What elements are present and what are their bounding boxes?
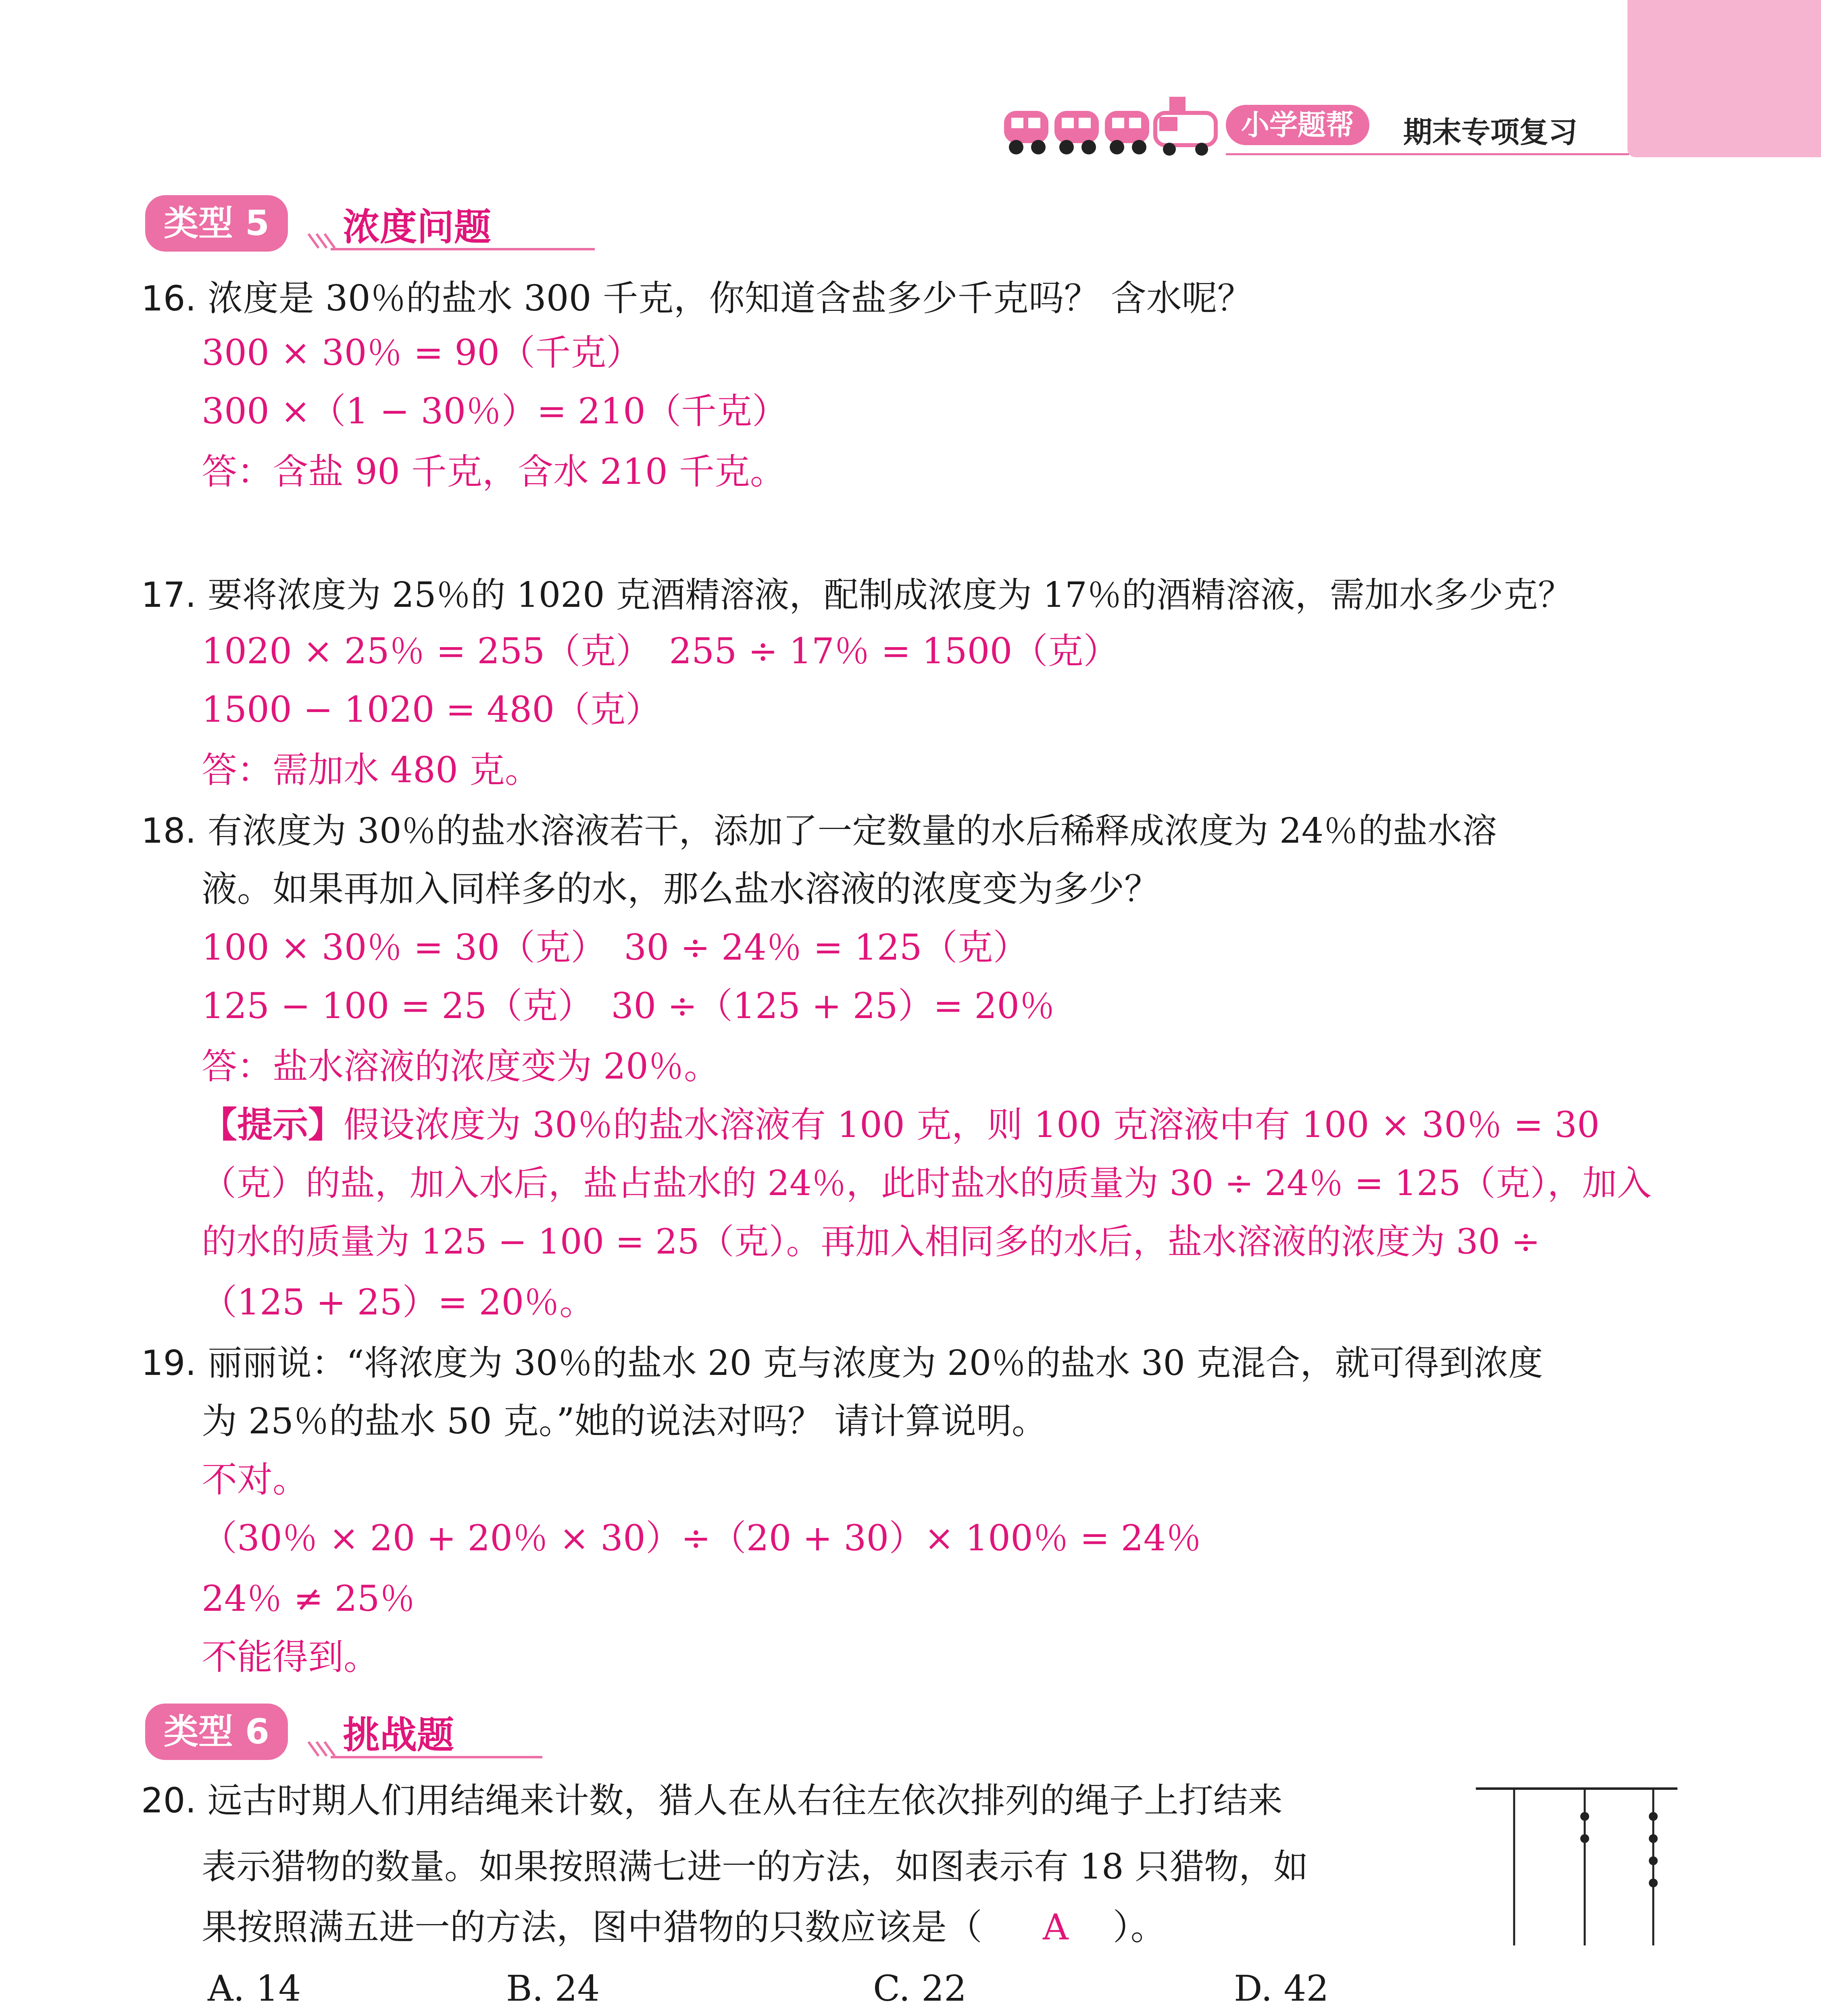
knot bbox=[1649, 1856, 1658, 1865]
q19-text-1: 丽丽说：“将浓度为 30％的盐水 20 克与浓度为 20％的盐水 30 克混合，就可得到浓度 bbox=[207, 1343, 1543, 1383]
train-icon bbox=[1000, 93, 1218, 157]
brand-text: 小学题帮 bbox=[1241, 108, 1354, 142]
q18-text-1: 有浓度为 30％的盐水溶液若干，添加了一定数量的水后稀释成浓度为 24％的盐水溶 bbox=[207, 811, 1497, 851]
q17-number: 17. bbox=[141, 575, 196, 615]
q19-answer-1: 不对。 bbox=[202, 1459, 308, 1500]
section-6-tag: 类型 6 bbox=[145, 1704, 288, 1760]
section-6-underline bbox=[306, 1738, 544, 1762]
q19-question-line-1 bbox=[141, 1337, 1543, 1389]
q20-option-d: D. 42 bbox=[1234, 1968, 1329, 2009]
q18-hint-line-3: 的水的质量为 125 − 100 = 25（克）。再加入相同多的水后，盐水溶液的浓度为 30 ÷ bbox=[202, 1222, 1540, 1262]
q18-hint-label: 【提示】 bbox=[202, 1104, 344, 1145]
q18-number: 18. bbox=[141, 811, 196, 851]
q16-answer-1: 300 × 30％ = 90（千克） bbox=[202, 332, 642, 373]
q16-answer-2: 300 ×（1 − 30％）= 210（千克） bbox=[202, 390, 788, 432]
q20-text-3-end: ）。 bbox=[1113, 1906, 1166, 1948]
q19-question-line-2: 为 25％的盐水 50 克。”她的说法对吗？ 请计算说明。 bbox=[202, 1400, 1047, 1442]
q20-option-c: C. 22 bbox=[873, 1968, 967, 2009]
q18-answer-2: 125 − 100 = 25（克） 30 ÷（125 + 25）= 20％ bbox=[202, 985, 1055, 1027]
q20-number: 20. bbox=[141, 1781, 196, 1821]
q18-hint-line-2: （克）的盐，加入水后，盐占盐水的 24％，此时盐水的质量为 30 ÷ 24％ = 125（克），加入 bbox=[202, 1163, 1652, 1204]
q20-text-3: 果按照满五进一的方法，图中猎物的只数应该是（ bbox=[202, 1906, 983, 1948]
knot bbox=[1580, 1834, 1589, 1843]
q18-answer-1: 100 × 30％ = 30（克） 30 ÷ 24％ = 125（克） bbox=[202, 927, 1029, 968]
q20-text-1: 远古时期人们用结绳来计数，猎人在从右往左依次排列的绳子上打结来 bbox=[207, 1781, 1283, 1821]
q16-text: 浓度是 30％的盐水 300 千克，你知道含盐多少千克吗？ 含水呢？ bbox=[207, 277, 1253, 319]
q20-question-line-3 bbox=[202, 1903, 1166, 1951]
q18-question-line-1 bbox=[141, 804, 1497, 857]
q18-hint-text-1: 假设浓度为 30％的盐水溶液有 100 克，则 100 克溶液中有 100 × 30％ = 30 bbox=[344, 1104, 1600, 1145]
q17-question bbox=[141, 569, 1573, 621]
section-6-title: 挑战题 bbox=[343, 1714, 454, 1757]
q19-answer-3: 24％ ≠ 25％ bbox=[202, 1578, 415, 1619]
q18-hint-line-4: （125 + 25）= 20％。 bbox=[202, 1281, 595, 1323]
q20-question-line-1 bbox=[141, 1774, 1283, 1827]
brand-badge bbox=[1226, 105, 1369, 145]
q18-hint-line-1 bbox=[202, 1101, 1600, 1149]
knot bbox=[1649, 1879, 1658, 1887]
q16-number: 16. bbox=[141, 279, 196, 319]
q19-number: 19. bbox=[141, 1343, 196, 1383]
section-5-underline bbox=[306, 230, 597, 254]
header-underline bbox=[1226, 153, 1629, 155]
knot-diagram bbox=[1476, 1786, 1677, 1947]
q19-answer-2: （30％ × 20 + 20％ × 30）÷（20 + 30）× 100％ = 24％ bbox=[202, 1517, 1202, 1559]
q20-answer: A bbox=[1043, 1906, 1069, 1948]
q19-answer-4: 不能得到。 bbox=[202, 1636, 379, 1678]
q17-answer-3: 答：需加水 480 克。 bbox=[202, 749, 540, 791]
section-5-tag: 类型 5 bbox=[145, 195, 288, 252]
corner-block bbox=[1627, 0, 1821, 157]
knot bbox=[1580, 1812, 1589, 1821]
q18-answer-3: 答：盐水溶液的浓度变为 20％。 bbox=[202, 1045, 719, 1087]
q18-question-line-2: 液。如果再加入同样多的水，那么盐水溶液的浓度变为多少？ bbox=[202, 868, 1160, 910]
q17-answer-1: 1020 × 25％ = 255（克） 255 ÷ 17％ = 1500（克） bbox=[202, 630, 1119, 672]
q20-question-line-2: 表示猎物的数量。如果按照满七进一的方法，如图表示有 18 只猎物，如 bbox=[202, 1847, 1308, 1887]
q20-option-b: B. 24 bbox=[506, 1968, 600, 2009]
section-5-title: 浓度问题 bbox=[343, 206, 492, 249]
header bbox=[1000, 93, 1629, 157]
knot bbox=[1649, 1812, 1658, 1821]
header-subtitle: 期末专项复习 bbox=[1403, 115, 1578, 149]
q20-option-a: A. 14 bbox=[208, 1968, 301, 2009]
q17-text: 要将浓度为 25％的 1020 克酒精溶液，配制成浓度为 17％的酒精溶液，需加水多少克？ bbox=[207, 575, 1573, 615]
knot bbox=[1649, 1834, 1658, 1843]
q16-question bbox=[141, 272, 1253, 325]
q17-answer-2: 1500 − 1020 = 480（克） bbox=[202, 689, 661, 730]
q16-answer-3: 答：含盐 90 千克，含水 210 千克。 bbox=[202, 451, 785, 492]
